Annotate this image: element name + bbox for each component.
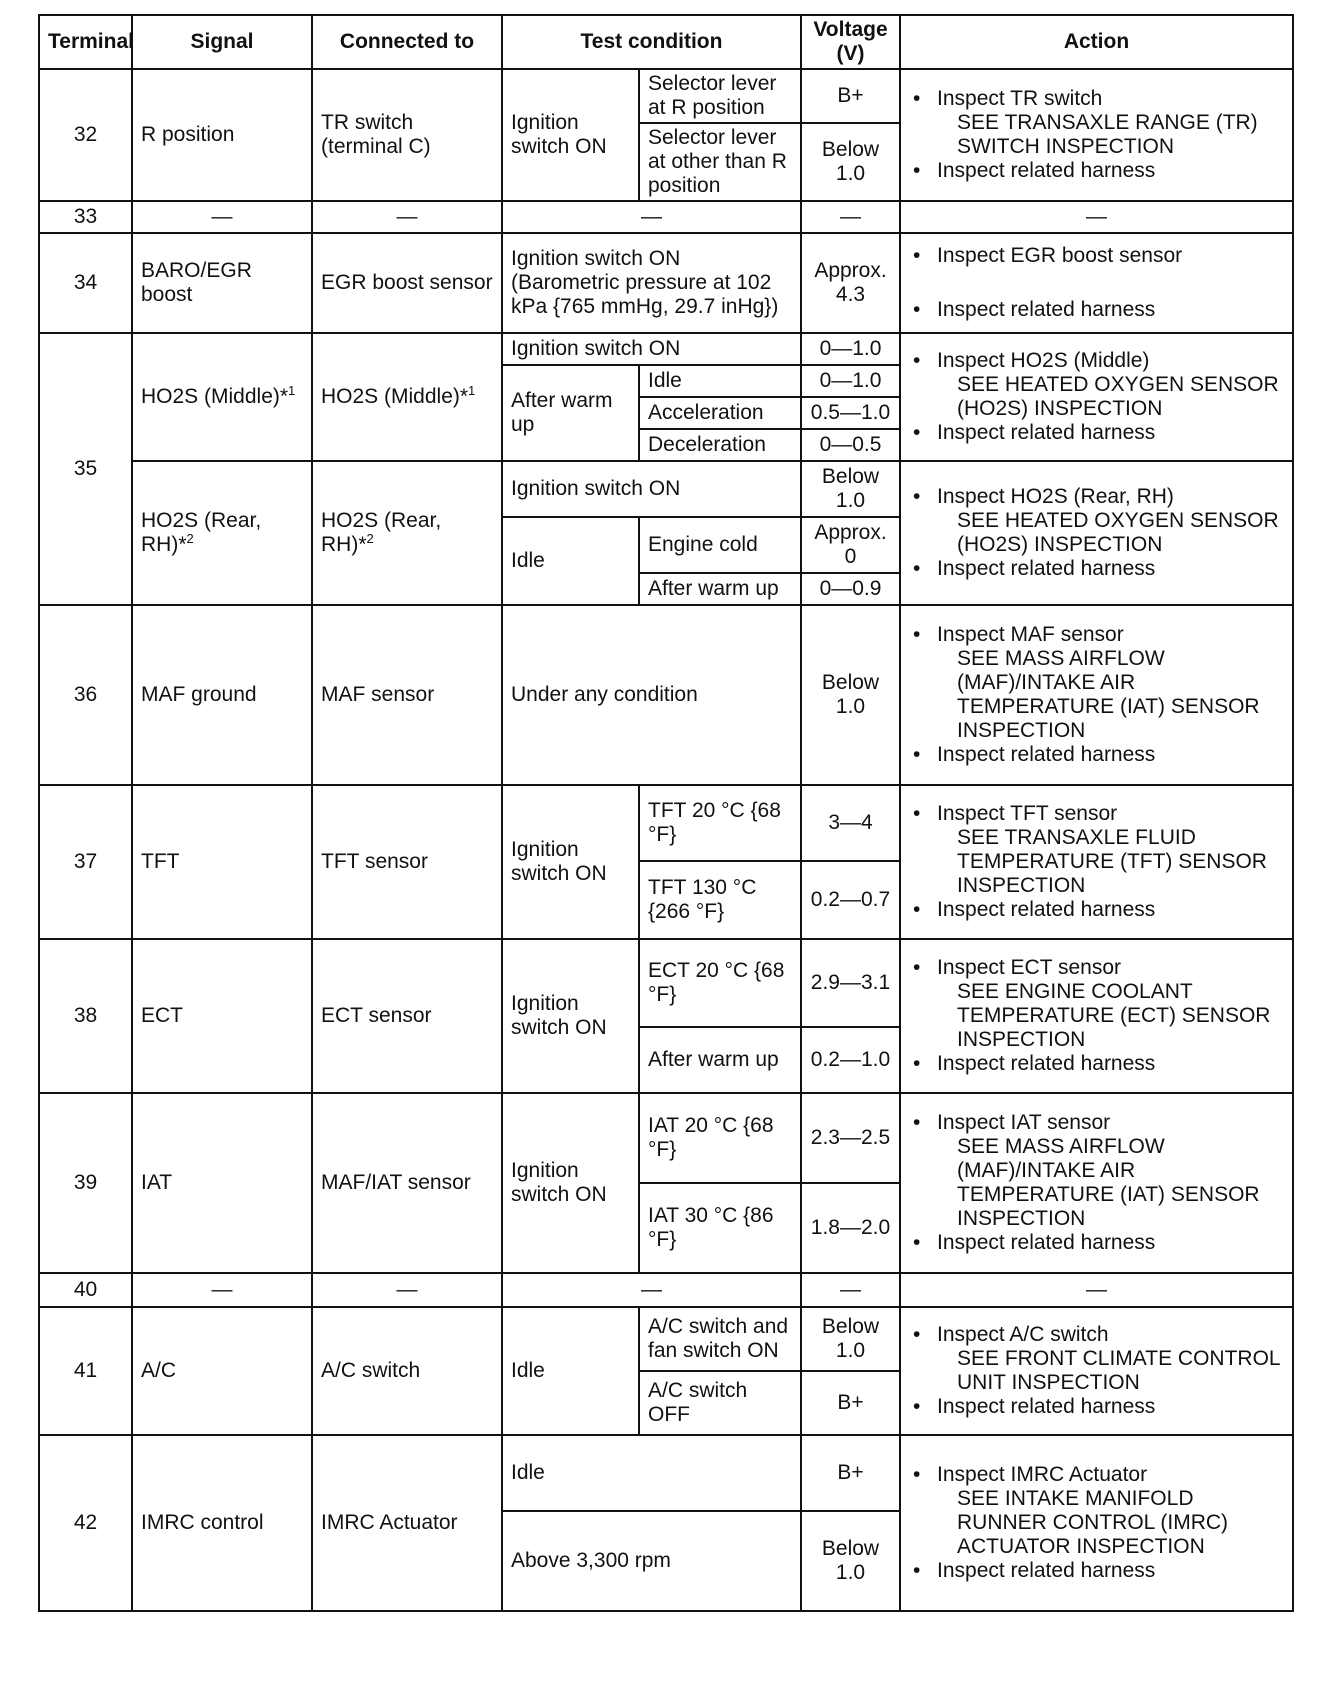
action-cell	[900, 233, 1293, 333]
terminal-cell: 40	[39, 1273, 132, 1307]
bullet-icon: •	[913, 421, 921, 444]
terminal-cell: 34	[39, 233, 132, 333]
empty-cell: —	[312, 201, 502, 233]
action-cell	[900, 939, 1293, 1093]
voltage-cell: 0—0.5	[801, 429, 900, 461]
subcondition-cell: After warm up	[639, 1027, 801, 1093]
terminal-cell: 39	[39, 1093, 132, 1273]
subcondition-cell: A/C switch OFF	[639, 1371, 801, 1435]
voltage-cell: 3—4	[801, 785, 900, 861]
see-reference: SEE TRANSAXLE RANGE (TR) SWITCH INSPECTION	[957, 111, 1258, 158]
empty-cell: —	[132, 1273, 312, 1307]
action-text: Inspect TFT sensor	[937, 802, 1118, 825]
action-text: Inspect A/C switch	[937, 1323, 1109, 1346]
see-reference: SEE MASS AIRFLOW (MAF)/INTAKE AIR TEMPERATURE (IAT) SENSOR INSPECTION	[957, 1135, 1260, 1230]
bullet-icon: •	[913, 349, 921, 372]
table-row	[39, 605, 1293, 785]
signal-text: HO2S (Middle)*	[141, 385, 289, 408]
voltage-cell: 2.3—2.5	[801, 1093, 900, 1183]
subcondition-cell: Deceleration	[639, 429, 801, 461]
terminal-cell: 41	[39, 1307, 132, 1435]
signal-cell	[132, 461, 312, 605]
action-text: Inspect related harness	[937, 298, 1156, 321]
voltage-cell: Below 1.0	[801, 1307, 900, 1371]
action-text: Inspect related harness	[937, 743, 1156, 766]
bullet-icon: •	[913, 1052, 921, 1075]
condition-cell: Ignition switch ON	[502, 333, 801, 365]
empty-cell: —	[502, 1273, 801, 1307]
action-text: Inspect IMRC Actuator	[937, 1463, 1148, 1486]
terminal-cell: 38	[39, 939, 132, 1093]
footnote-mark: 1	[468, 383, 476, 398]
see-reference: SEE TRANSAXLE FLUID TEMPERATURE (TFT) SENSOR INSPECTION	[957, 826, 1267, 897]
header-test-condition: Test condition	[502, 15, 801, 69]
condition-cell: Ignition switch ON	[502, 461, 801, 517]
action-text: Inspect MAF sensor	[937, 623, 1124, 646]
condition-cell: Ignition switch ON	[502, 939, 639, 1093]
terminal-voltage-table	[38, 14, 1294, 1612]
action-text: Inspect related harness	[937, 1231, 1156, 1254]
condition-cell: Idle	[502, 1435, 801, 1511]
terminal-cell: 42	[39, 1435, 132, 1611]
condition-cell: Ignition switch ON	[502, 69, 639, 201]
connected-cell: A/C switch	[312, 1307, 502, 1435]
condition-cell: After warm up	[502, 365, 639, 461]
signal-cell: TFT	[132, 785, 312, 939]
action-cell	[900, 69, 1293, 201]
bullet-icon: •	[913, 956, 921, 979]
empty-cell: —	[132, 201, 312, 233]
subcondition-cell: ECT 20 °C {68 °F}	[639, 939, 801, 1027]
voltage-cell: B+	[801, 1371, 900, 1435]
subcondition-cell: TFT 20 °C {68 °F}	[639, 785, 801, 861]
table-row	[39, 785, 1293, 861]
action-text: Inspect related harness	[937, 1395, 1156, 1418]
header-terminal: Terminal	[39, 15, 132, 69]
connected-cell: TFT sensor	[312, 785, 502, 939]
connected-cell: TR switch (terminal C)	[312, 69, 502, 201]
signal-cell: BARO/EGR boost	[132, 233, 312, 333]
table-row	[39, 333, 1293, 365]
header-action: Action	[900, 15, 1293, 69]
see-reference: SEE HEATED OXYGEN SENSOR (HO2S) INSPECTION	[957, 373, 1279, 420]
bullet-icon: •	[913, 623, 921, 646]
table-row	[39, 69, 1293, 123]
footnote-mark: 1	[288, 383, 296, 398]
empty-cell: —	[502, 201, 801, 233]
bullet-icon: •	[913, 1559, 921, 1582]
see-reference: SEE ENGINE COOLANT TEMPERATURE (ECT) SENSOR INSPECTION	[957, 980, 1271, 1051]
action-text: Inspect TR switch	[937, 87, 1103, 110]
bullet-icon: •	[913, 1111, 921, 1134]
table-row	[39, 1273, 1293, 1307]
signal-cell: MAF ground	[132, 605, 312, 785]
signal-cell: IMRC control	[132, 1435, 312, 1611]
terminal-cell: 33	[39, 201, 132, 233]
signal-cell: ECT	[132, 939, 312, 1093]
connected-cell: EGR boost sensor	[312, 233, 502, 333]
signal-cell: A/C	[132, 1307, 312, 1435]
voltage-cell: 0—1.0	[801, 365, 900, 397]
subcondition-cell: TFT 130 °C {266 °F}	[639, 861, 801, 939]
action-cell	[900, 1093, 1293, 1273]
condition-cell: Ignition switch ON	[502, 785, 639, 939]
action-text: Inspect EGR boost sensor	[937, 244, 1183, 267]
action-text: Inspect related harness	[937, 1559, 1156, 1582]
header-connected: Connected to	[312, 15, 502, 69]
voltage-cell: Below 1.0	[801, 1511, 900, 1611]
connected-cell: MAF sensor	[312, 605, 502, 785]
subcondition-cell: Acceleration	[639, 397, 801, 429]
table-row	[39, 461, 1293, 517]
table-row	[39, 1435, 1293, 1511]
voltage-cell: 0.2—1.0	[801, 1027, 900, 1093]
bullet-icon: •	[913, 802, 921, 825]
bullet-icon: •	[913, 743, 921, 766]
connected-text: HO2S (Middle)*	[321, 385, 469, 408]
subcondition-cell: IAT 30 °C {86 °F}	[639, 1183, 801, 1273]
action-cell	[900, 1307, 1293, 1435]
subcondition-cell: Selector lever at other than R position	[639, 123, 801, 201]
signal-cell	[132, 333, 312, 461]
table-row	[39, 201, 1293, 233]
condition-cell: Ignition switch ON (Barometric pressure at 102 kPa {765 mmHg, 29.7 inHg})	[502, 233, 801, 333]
header-signal: Signal	[132, 15, 312, 69]
bullet-icon: •	[913, 1231, 921, 1254]
table-row	[39, 939, 1293, 1027]
bullet-icon: •	[913, 485, 921, 508]
signal-cell: IAT	[132, 1093, 312, 1273]
bullet-icon: •	[913, 1463, 921, 1486]
header-row	[39, 15, 1293, 69]
voltage-cell: 0—0.9	[801, 573, 900, 605]
voltage-cell: Below 1.0	[801, 461, 900, 517]
condition-cell: Above 3,300 rpm	[502, 1511, 801, 1611]
connected-text: HO2S (Rear, RH)*	[321, 509, 442, 556]
connected-cell	[312, 333, 502, 461]
see-reference: SEE INTAKE MANIFOLD RUNNER CONTROL (IMRC) ACTUATOR INSPECTION	[957, 1487, 1229, 1558]
voltage-cell: 2.9—3.1	[801, 939, 900, 1027]
bullet-icon: •	[913, 244, 921, 267]
bullet-icon: •	[913, 298, 921, 321]
connected-cell: ECT sensor	[312, 939, 502, 1093]
voltage-cell: 0—1.0	[801, 333, 900, 365]
empty-cell: —	[801, 201, 900, 233]
empty-cell: —	[801, 1273, 900, 1307]
action-text: Inspect related harness	[937, 557, 1156, 580]
empty-cell: —	[900, 1273, 1293, 1307]
footnote-mark: 2	[186, 531, 194, 546]
connected-cell: MAF/IAT sensor	[312, 1093, 502, 1273]
condition-cell: Under any condition	[502, 605, 801, 785]
subcondition-cell: Engine cold	[639, 517, 801, 573]
action-text: Inspect ECT sensor	[937, 956, 1122, 979]
voltage-cell: 1.8—2.0	[801, 1183, 900, 1273]
table-row	[39, 1307, 1293, 1371]
signal-cell: R position	[132, 69, 312, 201]
terminal-cell: 37	[39, 785, 132, 939]
connected-cell: IMRC Actuator	[312, 1435, 502, 1611]
voltage-cell: Approx. 4.3	[801, 233, 900, 333]
action-cell	[900, 1435, 1293, 1611]
voltage-cell: 0.5—1.0	[801, 397, 900, 429]
terminal-cell: 35	[39, 333, 132, 605]
action-cell	[900, 333, 1293, 461]
action-text: Inspect related harness	[937, 1052, 1156, 1075]
voltage-cell: Approx. 0	[801, 517, 900, 573]
voltage-cell: Below 1.0	[801, 123, 900, 201]
action-text: Inspect IAT sensor	[937, 1111, 1111, 1134]
bullet-icon: •	[913, 557, 921, 580]
terminal-cell: 36	[39, 605, 132, 785]
condition-cell: Idle	[502, 1307, 639, 1435]
see-reference: SEE HEATED OXYGEN SENSOR (HO2S) INSPECTION	[957, 509, 1279, 556]
see-reference: SEE MASS AIRFLOW (MAF)/INTAKE AIR TEMPERATURE (IAT) SENSOR INSPECTION	[957, 647, 1260, 742]
subcondition-cell: Idle	[639, 365, 801, 397]
subcondition-cell: Selector lever at R position	[639, 69, 801, 123]
condition-cell: Ignition switch ON	[502, 1093, 639, 1273]
empty-cell: —	[900, 201, 1293, 233]
bullet-icon: •	[913, 1323, 921, 1346]
see-reference: SEE FRONT CLIMATE CONTROL UNIT INSPECTION	[957, 1347, 1280, 1394]
table-row	[39, 1093, 1293, 1183]
voltage-cell: Below 1.0	[801, 605, 900, 785]
action-cell	[900, 605, 1293, 785]
bullet-icon: •	[913, 1395, 921, 1418]
table-row	[39, 233, 1293, 333]
header-voltage: Voltage (V)	[801, 15, 900, 69]
connected-cell	[312, 461, 502, 605]
action-text: Inspect related harness	[937, 898, 1156, 921]
subcondition-cell: A/C switch and fan switch ON	[639, 1307, 801, 1371]
voltage-cell: B+	[801, 69, 900, 123]
action-cell	[900, 785, 1293, 939]
empty-cell: —	[312, 1273, 502, 1307]
action-text: Inspect HO2S (Rear, RH)	[937, 485, 1174, 508]
action-text: Inspect related harness	[937, 159, 1156, 182]
terminal-cell: 32	[39, 69, 132, 201]
subcondition-cell: After warm up	[639, 573, 801, 605]
action-cell	[900, 461, 1293, 605]
voltage-cell: 0.2—0.7	[801, 861, 900, 939]
action-text: Inspect related harness	[937, 421, 1156, 444]
condition-cell: Idle	[502, 517, 639, 605]
bullet-icon: •	[913, 898, 921, 921]
subcondition-cell: IAT 20 °C {68 °F}	[639, 1093, 801, 1183]
signal-text: HO2S (Rear, RH)*	[141, 509, 262, 556]
footnote-mark: 2	[366, 531, 374, 546]
bullet-icon: •	[913, 87, 921, 110]
action-text: Inspect HO2S (Middle)	[937, 349, 1150, 372]
bullet-icon: •	[913, 159, 921, 182]
voltage-cell: B+	[801, 1435, 900, 1511]
